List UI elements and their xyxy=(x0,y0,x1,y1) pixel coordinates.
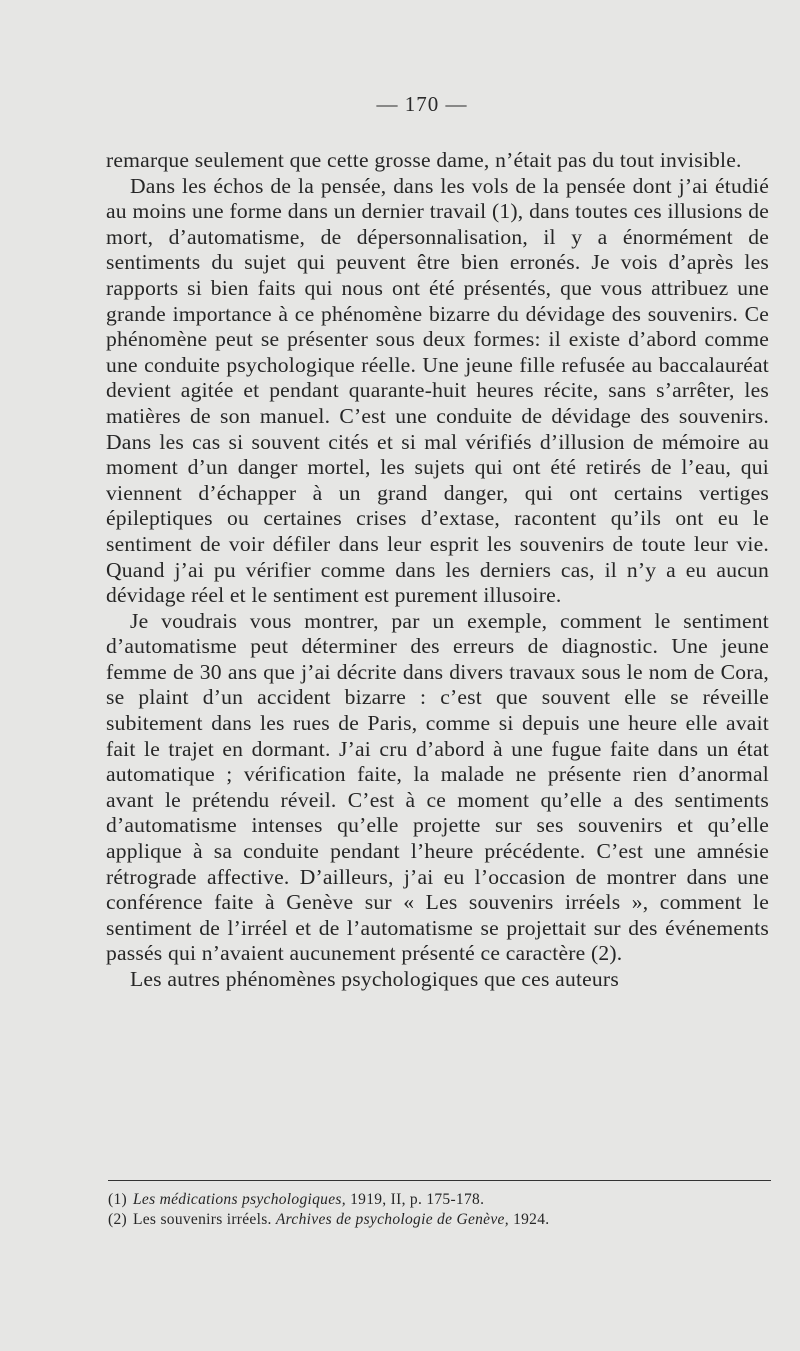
paragraph: remarque seulement que cette grosse dame, n’était pas du tout invisible. xyxy=(106,148,742,172)
page-number: — 170 — xyxy=(376,92,468,116)
footnote-number: (2) xyxy=(108,1211,127,1228)
paragraph: Les autres phénomènes psychologiques que ces auteurs xyxy=(130,967,619,991)
footnote-text: 1919, II, p. 175-178. xyxy=(345,1191,485,1208)
footnote-lead: Les souvenirs irréels. xyxy=(132,1211,276,1228)
body-text xyxy=(106,148,769,993)
footnote-text: 1924. xyxy=(508,1211,550,1228)
footnote-divider xyxy=(108,1180,771,1181)
paragraph: Je voudrais vous montrer, par un exemple, comment le sentiment d’automatisme peut déterminer des erreurs de diagnostic. Une jeune femme de 30 ans que j’ai décrite dans divers travaux sous le nom de Cora, se plaint d’un accident bizarre : c’est que souvent elle se réveille subitement dans les rues de Paris, comme si depuis une heure elle avait fait le trajet en dormant. J’ai cru d’abord à une fugue faite dans un état automatique ; vérification faite, la malade ne présente rien d’anormal avant le prétendu réveil. C’est à ce moment qu’elle a des sentiments d’automatisme intenses qu’elle projette sur ses souvenirs et qu’elle applique à sa conduite pendant l’heure précédente. C’est une amnésie rétrograde affective. D’ailleurs, j’ai eu l’occasion de montrer dans une conférence faite à Genève sur « Les souvenirs irréels », comment le sentiment de l’irréel et de l’automatisme se projettait sur des événements passés qui n’avaient aucunement présenté ce caractère (2). xyxy=(106,608,769,966)
footnote-number: (1) xyxy=(108,1191,127,1208)
footnote-title: Archives de psychologie de Genève, xyxy=(275,1211,509,1228)
footnotes xyxy=(108,1190,771,1230)
footnote xyxy=(108,1210,771,1230)
paragraph: Dans les échos de la pensée, dans les vols de la pensée dont j’ai étudié au moins une forme dans un dernier travail (1), dans toutes ces illusions de mort, d’automatisme, de dépersonnalisation, il y a énormément de sentiments du sujet qui peuvent être bien erronés. Je vois d’après les rapports si bien faits qui nous ont été présentés, que vous attribuez une grande importance à ce phénomène bizarre du dévidage des souvenirs. Ce phénomène peut se présenter sous deux formes: il existe d’abord comme une conduite psychologique réelle. Une jeune fille refusée au baccalauréat devient agitée et pendant quarante-huit heures récite, sans s’arrêter, les matières de son manuel. C’est une conduite de dévidage des souvenirs. Dans les cas si souvent cités et si mal vérifiés d’illusion de mémoire au moment d’un danger mortel, les sujets qui ont été retirés de l’eau, qui viennent d’échapper à un grand danger, qui ont certains vertiges épileptiques ou certaines crises d’extase, racontent qu’ils ont eu le sentiment de voir défiler dans leur esprit les souvenirs de toute leur vie. Quand j’ai pu vérifier comme dans les derniers cas, il n’y a eu aucun dévidage réel et le sentiment est purement illusoire. xyxy=(106,173,769,608)
footnote-title: Les médications psychologiques, xyxy=(132,1191,346,1208)
footnote xyxy=(108,1190,771,1210)
